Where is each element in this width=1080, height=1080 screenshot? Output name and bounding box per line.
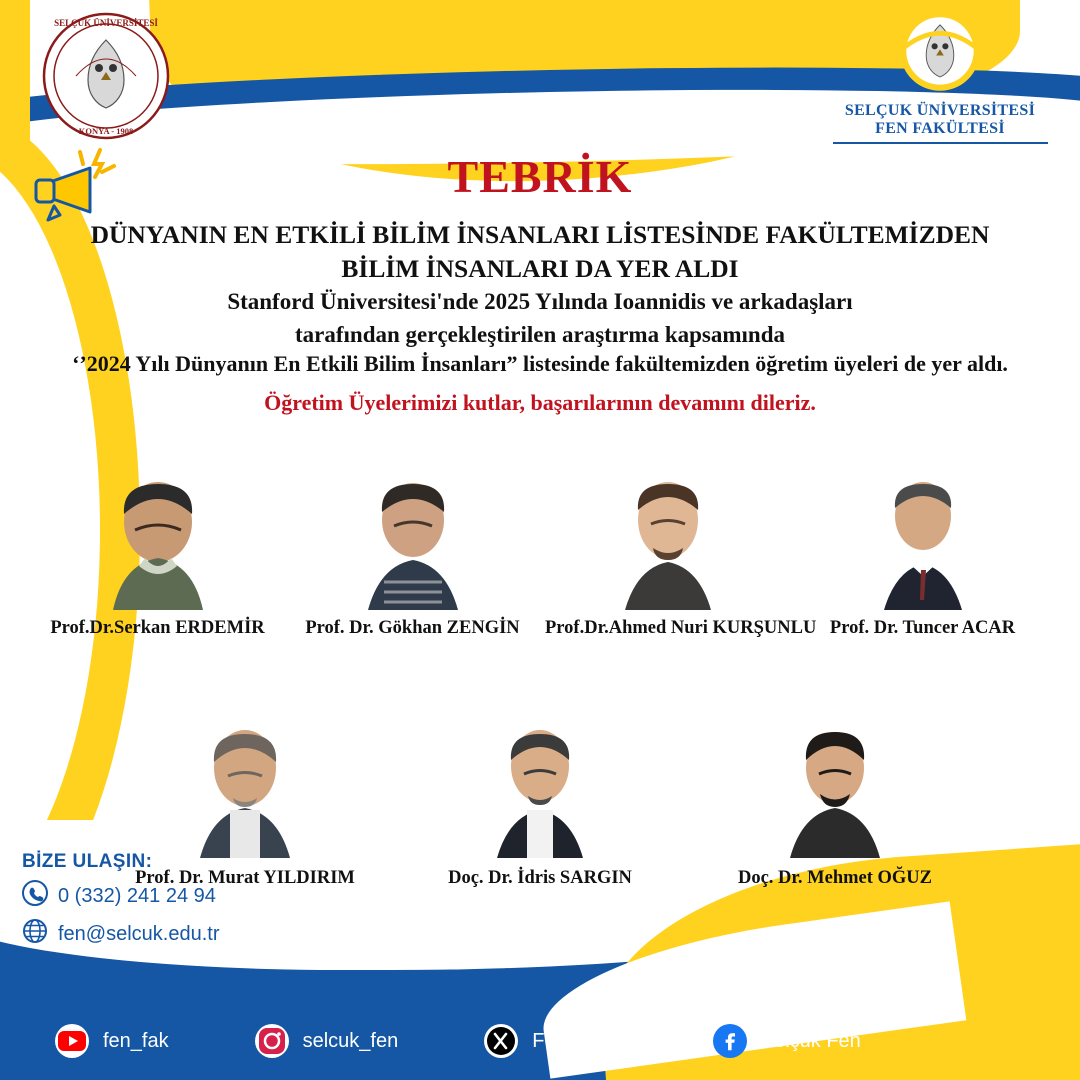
subtitle-line-3: ‘’2024 Yılı Dünyanın En Etkili Bilim İnsanları” listesinde fakültemizden öğretim üyeleri de yer aldı. <box>72 351 1008 376</box>
avatar <box>83 470 233 610</box>
person-card <box>35 470 280 639</box>
avatar <box>593 470 743 610</box>
person-name: Doç. Dr. Mehmet OĞUZ <box>737 868 933 888</box>
contact-phone[interactable] <box>22 880 442 912</box>
subtitle-line-1: Stanford Üniversitesi'nde 2025 Yılında Ioannidis ve arkadaşları <box>227 289 853 314</box>
person-name: Prof.Dr.Serkan ERDEMİR <box>50 618 265 638</box>
social-youtube-label: fen_fak <box>103 1029 169 1052</box>
avatar <box>338 470 488 610</box>
person-card <box>545 470 817 639</box>
congratulations-text: Öğretim Üyelerimizi kutlar, başarılarının devamını dileriz. <box>264 390 816 415</box>
contact-email-text: fen@selcuk.edu.tr <box>58 922 220 945</box>
headline-text: DÜNYANIN EN ETKİLİ BİLİM İNSANLARI LİSTESİNDE FAKÜLTEMİZDEN BİLİM İNSANLARI DA YER ALDI <box>90 220 990 283</box>
avatar <box>848 470 998 610</box>
social-x[interactable] <box>484 1024 627 1058</box>
contact-title: BİZE ULAŞIN: <box>22 851 153 872</box>
social-facebook-label: Selçuk Fen <box>760 1029 861 1052</box>
contact-phone-text: 0 (332) 241 24 94 <box>58 884 216 907</box>
svg-text:KONYA - 1908: KONYA - 1908 <box>78 126 134 136</box>
page-title: TEBRİK <box>447 151 633 202</box>
subtitle-line-2: tarafından gerçekleştirilen araştırma kapsamında <box>295 321 785 347</box>
social-x-label: FenSelçuk <box>532 1029 627 1052</box>
person-card <box>713 718 958 889</box>
faculty-name-line-1: SELÇUK ÜNİVERSİTESİ <box>844 102 1036 119</box>
instagram-icon <box>255 1024 289 1058</box>
avatar <box>760 718 910 858</box>
faculty-name-line-2: FEN FAKÜLTESİ <box>875 120 1005 138</box>
person-card <box>800 470 1045 639</box>
avatar <box>170 718 320 858</box>
contact-email[interactable] <box>22 918 442 950</box>
social-youtube[interactable] <box>55 1024 169 1058</box>
youtube-icon <box>55 1024 89 1058</box>
person-name: Doç. Dr. İdris SARGIN <box>448 868 632 888</box>
avatar <box>465 718 615 858</box>
people-row-1 <box>30 470 1050 639</box>
social-instagram[interactable] <box>255 1024 399 1058</box>
person-name: Prof. Dr. Tuncer ACAR <box>829 618 1016 638</box>
social-facebook[interactable] <box>713 1024 861 1058</box>
social-instagram-label: selcuk_fen <box>302 1029 399 1052</box>
person-card <box>290 470 535 639</box>
person-card <box>418 718 663 889</box>
subtitle-block <box>90 286 990 351</box>
person-name: Prof.Dr.Ahmed Nuri KURŞUNLU <box>545 618 817 638</box>
globe-icon <box>22 918 48 950</box>
social-links <box>55 1024 1055 1058</box>
phone-icon <box>22 880 48 912</box>
svg-text:SELÇUK ÜNİVERSİTESİ: SELÇUK ÜNİVERSİTESİ <box>54 18 158 28</box>
contact-block <box>22 851 442 950</box>
person-name: Prof. Dr. Murat YILDIRIM <box>135 868 355 888</box>
x-twitter-icon <box>484 1024 518 1058</box>
facebook-icon <box>713 1024 747 1058</box>
person-name: Prof. Dr. Gökhan ZENGİN <box>305 618 520 638</box>
